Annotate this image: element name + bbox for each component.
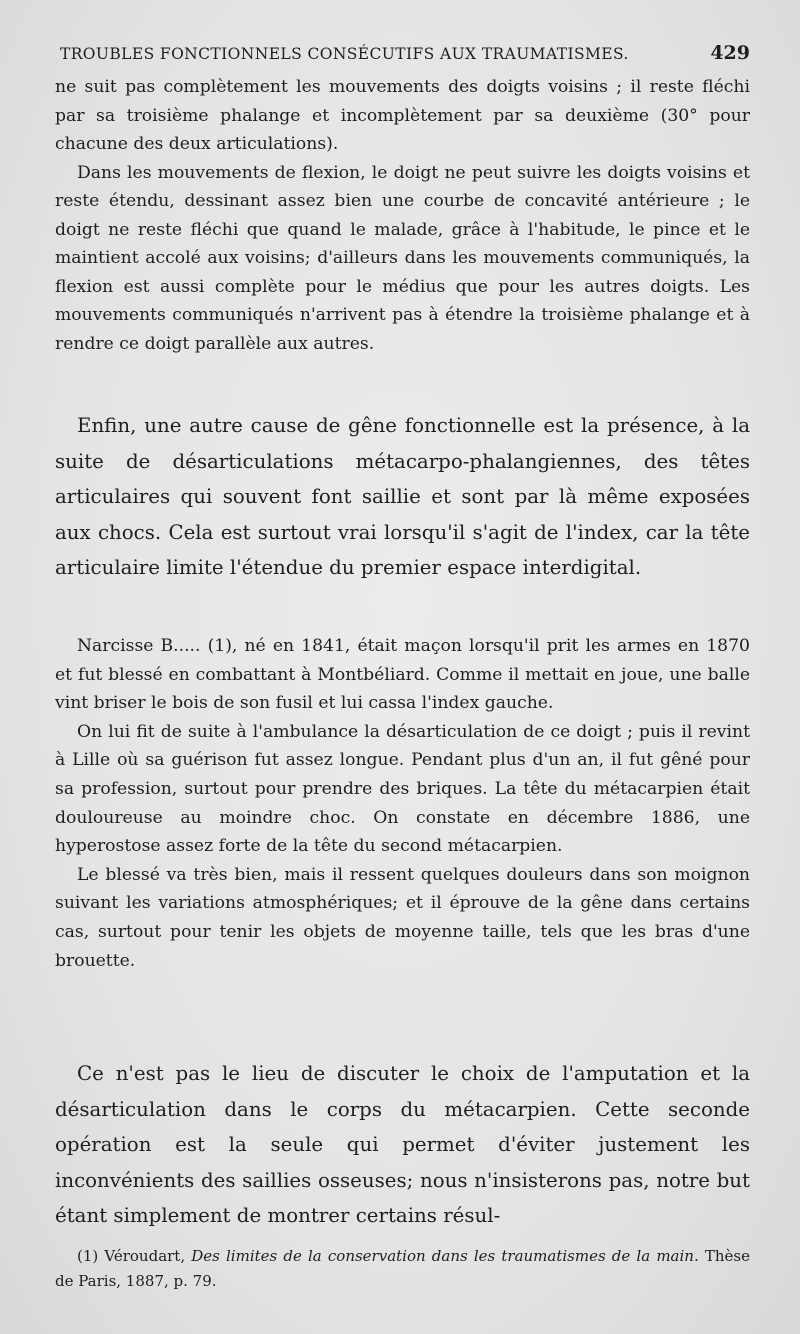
paragraph-case-ambulance: On lui fit de suite à l'ambulance la désarticulation de ce doigt ; puis il revint à Lille où sa guérison fut assez longue. Pendant plus d'un an, il fut gêné pour sa profession, surtout pour prendre des briques. La tête du métacarpien était douloureuse au moindre choc. On constate en décembre 1886, une hyperostose assez forte de la tête du second métacarpien. [55,721,750,857]
case-report-block [55,632,750,975]
footnote [55,1244,750,1294]
main-text-block-2 [55,1056,750,1234]
paragraph-gene-fonctionnelle: Enfin, une autre cause de gêne fonctionnelle est la présence, à la suite de désarticulations métacarpo-phalangiennes, des têtes articulaires qui souvent font saillie et sont par là même exposées aux chocs. Cela est surtout vrai lorsqu'il s'agit de l'index, car la tête articulaire limite l'étendue du premier espace interdigital. [55,414,750,579]
page-number: 429 [710,42,750,64]
footnote-marker: (1) Véroudart, [77,1247,186,1265]
running-header [60,42,750,70]
paragraph-amputation: Ce n'est pas le lieu de discuter le choix de l'amputation et la désarticulation dans le corps du métacarpien. Cette seconde opération est la seule qui permet d'éviter justement les inconvénients des saillies osseuses; nous n'insisterons pas, notre but étant simplement de montrer certains résul- [55,1062,750,1227]
paragraph-continuation: ne suit pas complètement les mouvements des doigts voisins ; il reste fléchi par sa troisième phalange et incomplètement par sa deuxième (30° pour chacune des deux articulations). [55,77,750,154]
paragraph-flexion: Dans les mouvements de flexion, le doigt ne peut suivre les doigts voisins et reste étendu, dessinant assez bien une courbe de concavité antérieure ; le doigt ne reste fléchi que quand le malade, grâce à l'habitude, le pince et le maintient accolé aux voisins; d'ailleurs dans les mouvements communiqués, la flexion est aussi complète pour le médius que pour les autres doigts. Les mouvements communiqués n'arrivent pas à étendre la troisième phalange et à rendre ce doigt parallèle aux autres. [55,162,750,354]
main-text-block-1 [55,408,750,586]
footnote-title: Des limites de la conservation dans les traumatismes de la main. [191,1247,699,1265]
running-title: TROUBLES FONCTIONNELS CONSÉCUTIFS AUX TRAUMATISMES. [60,45,629,63]
paragraph-case-outcome: Le blessé va très bien, mais il ressent quelques douleurs dans son moignon suivant les variations atmosphériques; et il éprouve de la gêne dans certains cas, surtout pour tenir les objets de moyenne taille, tels que les bras d'une brouette. [55,864,750,971]
footnote-citation: Thèse de Paris, 1887, p. 79. [55,1247,750,1290]
paragraph-case-narcisse: Narcisse B..... (1), né en 1841, était maçon lorsqu'il prit les armes en 1870 et fut blessé en combattant à Montbéliard. Comme il mettait en joue, une balle vint briser le bois de son fusil et lui cassa l'index gauche. [55,636,750,714]
small-text-block-top [55,73,750,358]
footnote-text [55,1244,750,1294]
